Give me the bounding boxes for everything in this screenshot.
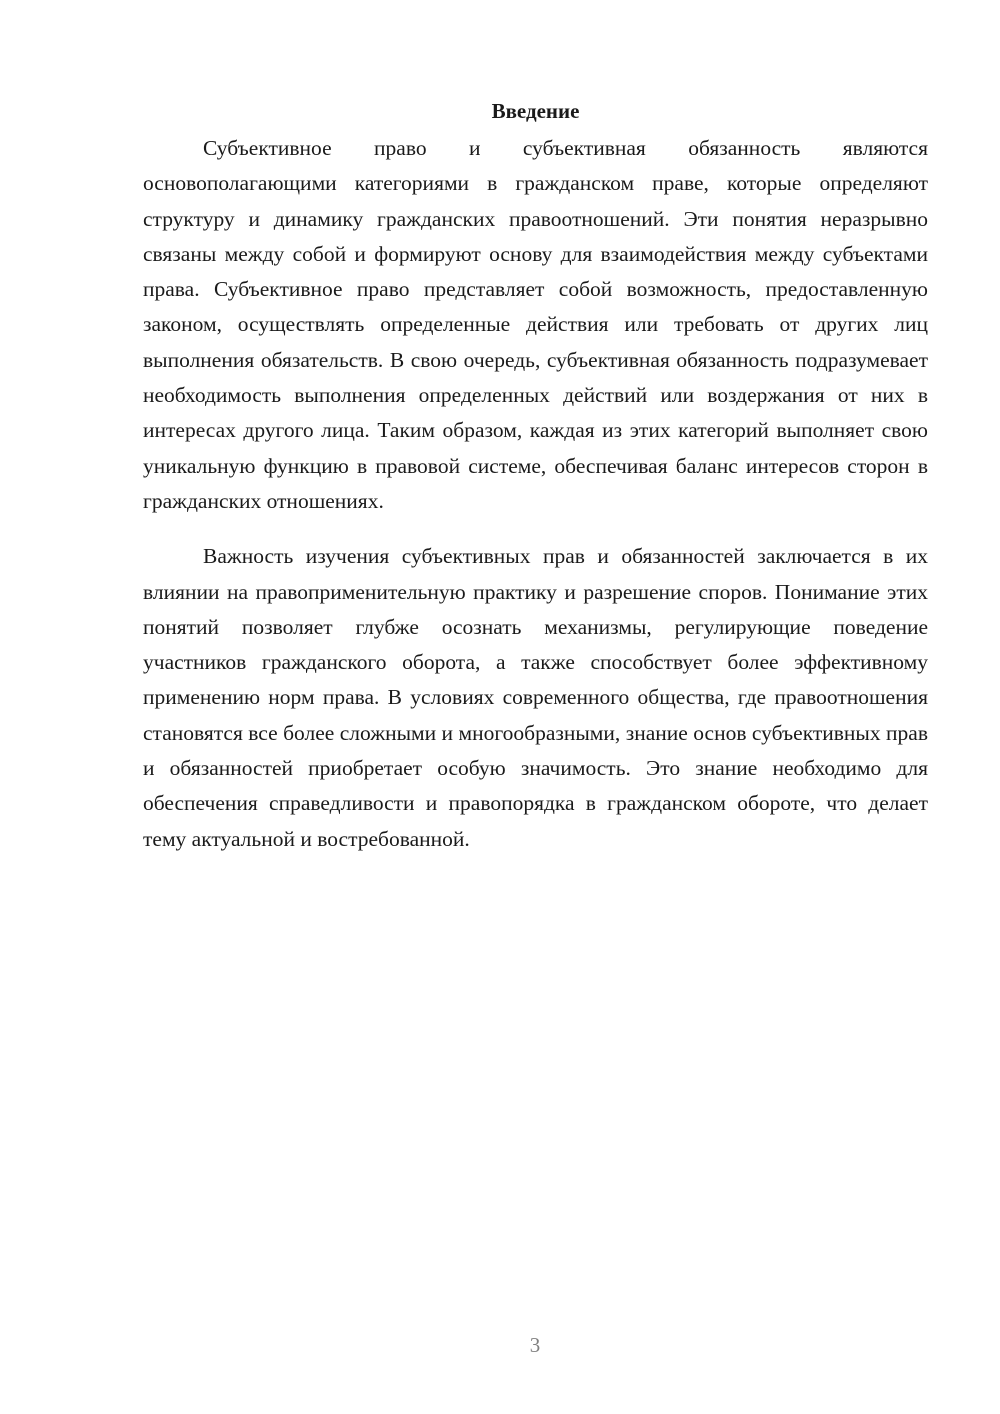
- paragraph-1: Субъективное право и субъективная обязанность являются основополагающими категориями в гражданском праве, которые определяют структуру и динамику гражданских правоотношений. Эти понятия неразрывно связаны между собой и формируют основу для взаимодействия между субъектами права. Субъективное право представляет собой возможность, предоставленную законом, осуществлять определенные действия или требовать от других лиц выполнения обязательств. В свою очередь, субъективная обязанность подразумевает необходимость выполнения определенных действий или воздержания от них в интересах другого лица. Таким образом, каждая из этих категорий выполняет свою уникальную функцию в правовой системе, обеспечивая баланс интересов сторон в гражданских отношениях.: [143, 136, 928, 513]
- page-content: [143, 94, 928, 857]
- section-title: Введение: [491, 99, 580, 123]
- page-number: 3: [529, 1333, 541, 1357]
- paragraph-2: Важность изучения субъективных прав и обязанностей заключается в их влиянии на правоприменительную практику и разрешение споров. Понимание этих понятий позволяет глубже осознать механизмы, регулирующие поведение участников гражданского оборота, а также способствует более эффективному применению норм права. В условиях современного общества, где правоотношения становятся все более сложными и многообразными, знание основ субъективных прав и обязанностей приобретает особую значимость. Это знание необходимо для обеспечения справедливости и правопорядка в гражданском обороте, что делает тему актуальной и востребованной.: [143, 544, 928, 851]
